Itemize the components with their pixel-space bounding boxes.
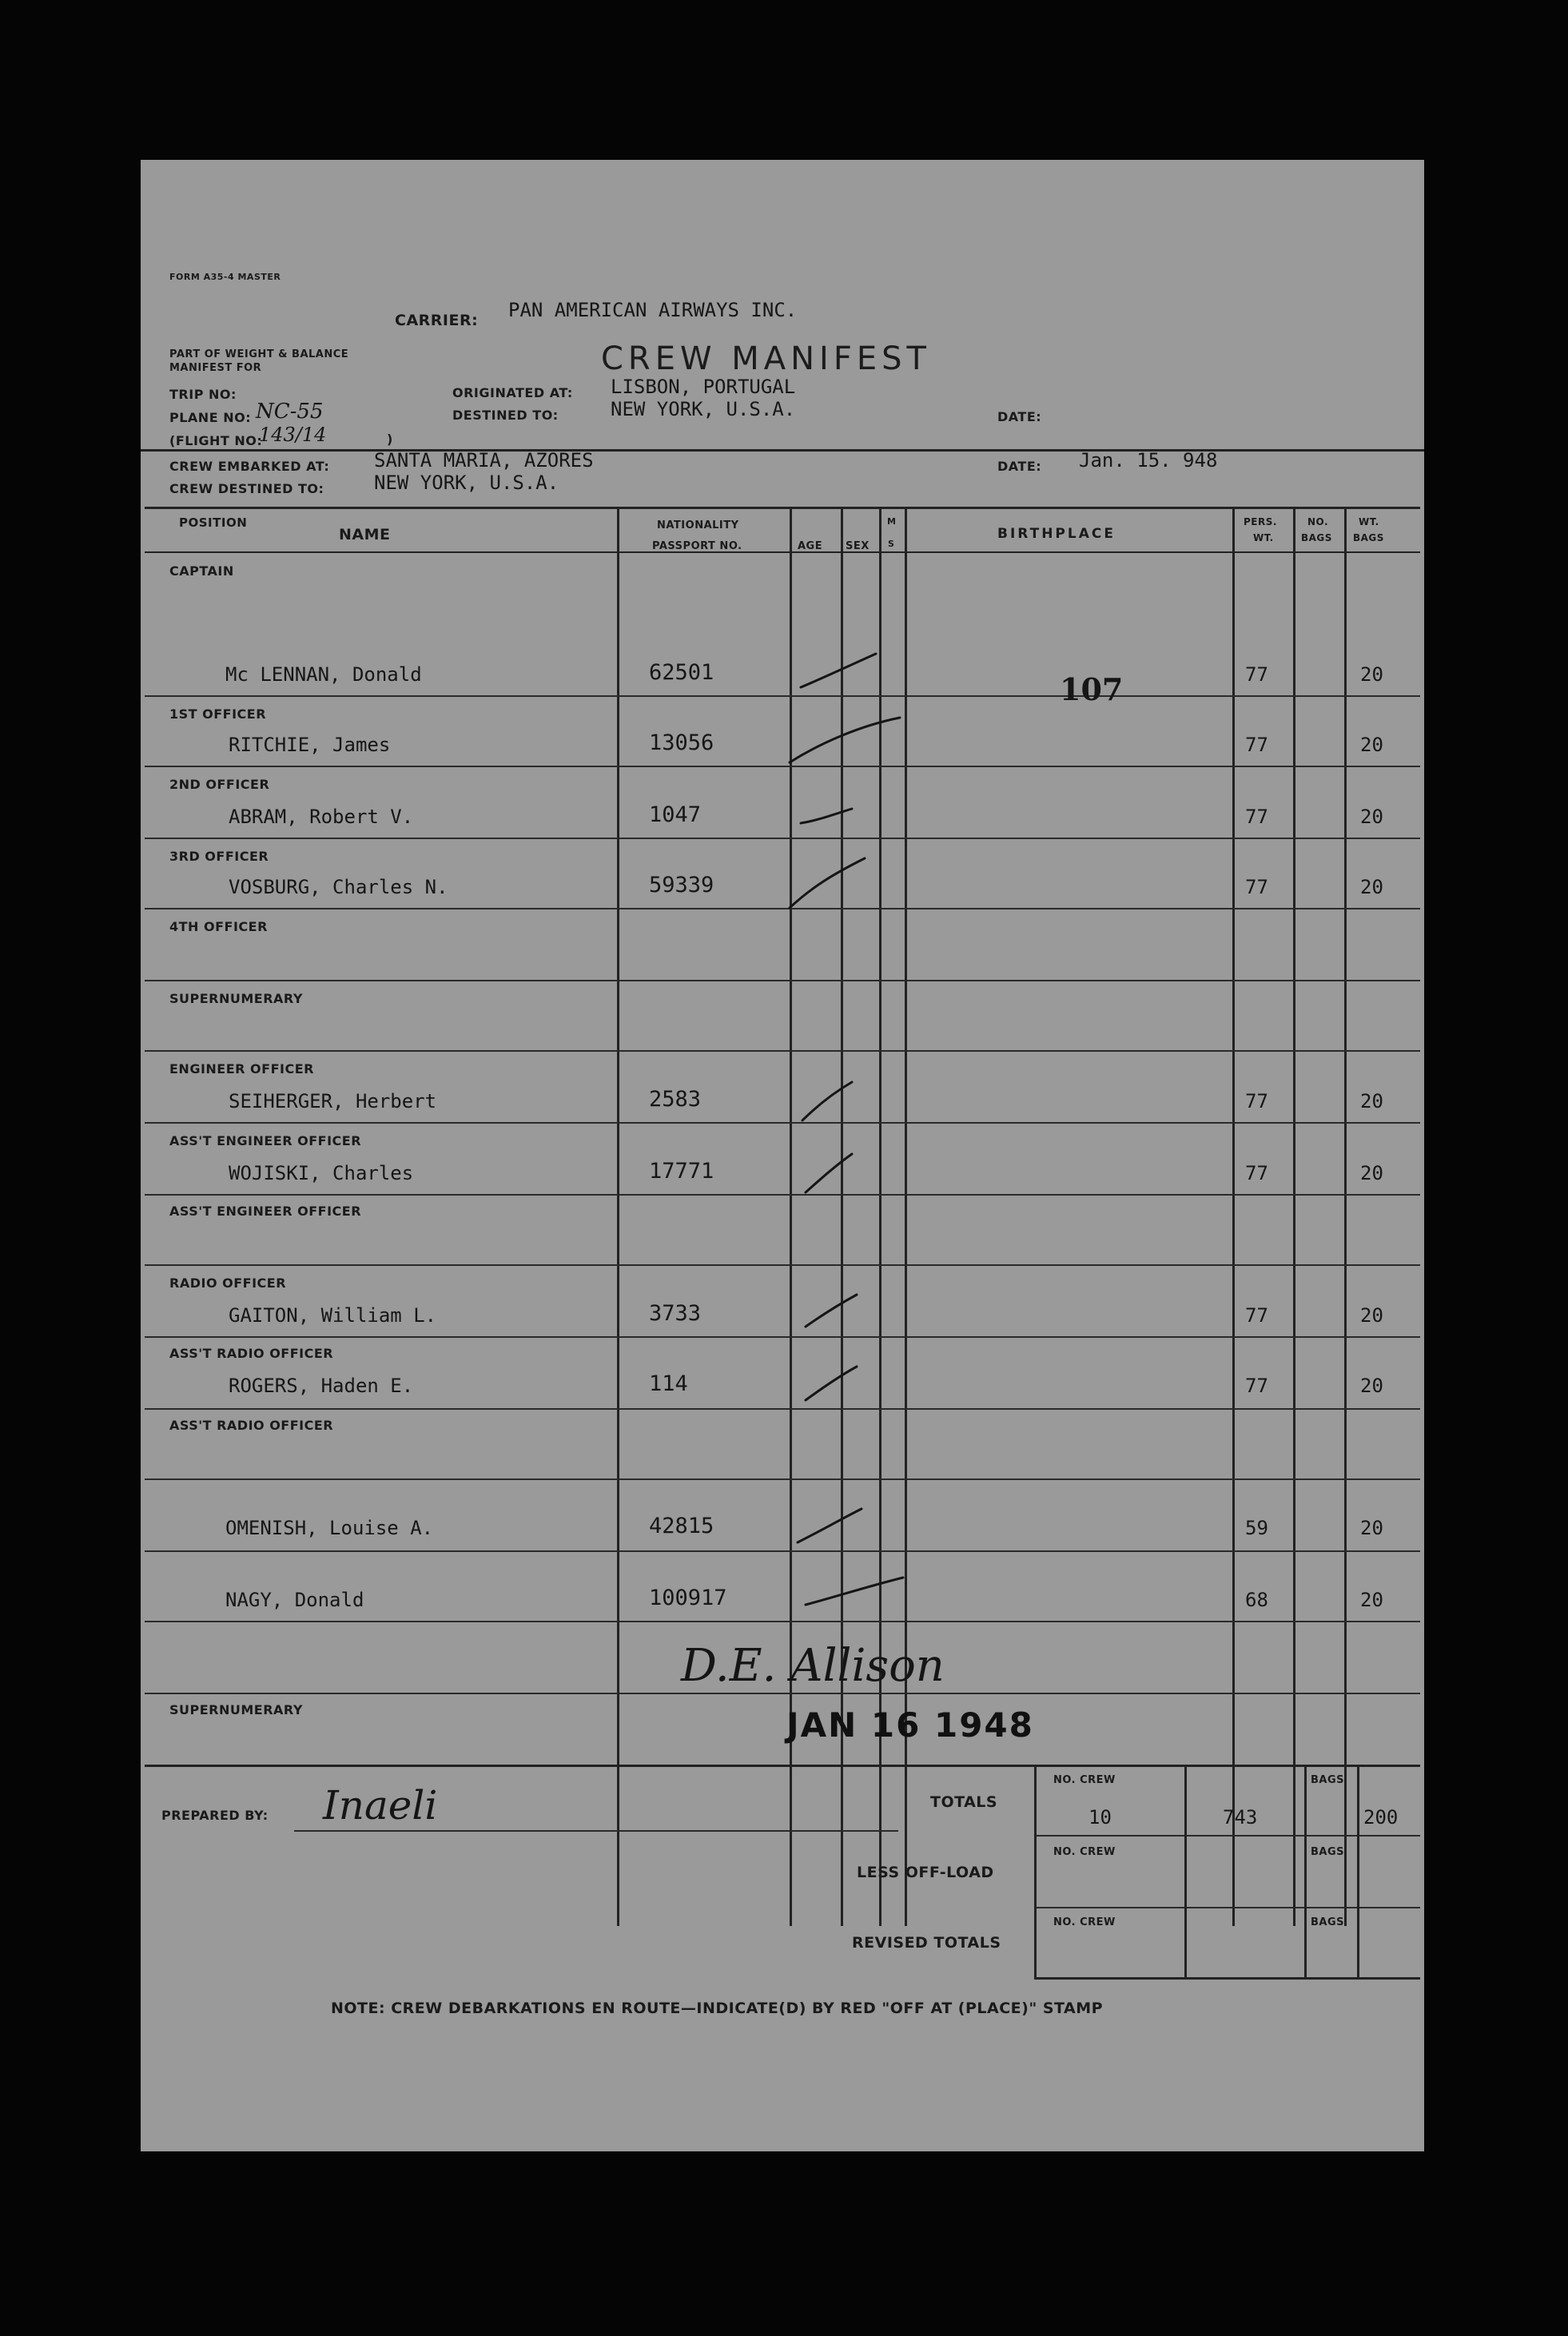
prepared-by-line (294, 1830, 898, 1832)
totals-box-bottom (1034, 1977, 1420, 1980)
destined-to-label: DESTINED TO: (452, 408, 559, 423)
check-marks (141, 160, 1424, 2151)
position-asst-radio-1: ASS'T RADIO OFFICER (169, 1346, 334, 1361)
total-bags: 200 (1363, 1806, 1399, 1829)
wt-bags: 20 (1360, 1162, 1383, 1184)
manifest-sheet (141, 160, 1424, 2151)
passport-no: 100917 (649, 1586, 727, 1610)
col-pers-wt: WT. (1253, 532, 1274, 543)
passport-no: 17771 (649, 1159, 714, 1184)
pers-wt: 77 (1245, 1090, 1268, 1112)
totals-box-top (1034, 1765, 1420, 1767)
total-weight: 743 (1223, 1806, 1258, 1829)
passport-no: 42815 (649, 1514, 714, 1538)
wt-bags: 20 (1360, 1090, 1383, 1112)
check-mark (790, 718, 900, 762)
trip-no-label: TRIP NO: (169, 387, 237, 402)
wt-bags: 20 (1360, 1375, 1383, 1397)
check-mark (790, 858, 865, 908)
position-2nd-officer: 2ND OFFICER (169, 777, 270, 792)
crew-name: SEIHERGER, Herbert (229, 1090, 437, 1112)
bags-label: BAGS (1311, 1916, 1345, 1928)
plane-no-value: NC-55 (256, 400, 324, 424)
date-stamp: JAN 16 1948 (786, 1705, 1034, 1745)
flight-no-label: (FLIGHT NO: (169, 433, 263, 448)
pers-wt: 77 (1245, 663, 1268, 686)
carrier-value: PAN AMERICAN AIRWAYS INC. (508, 299, 798, 321)
date2-label: DATE: (997, 459, 1042, 474)
position-asst-engineer-1: ASS'T ENGINEER OFFICER (169, 1133, 362, 1148)
passport-no: 2583 (649, 1087, 702, 1112)
pers-wt: 59 (1245, 1517, 1268, 1539)
wt-bags: 20 (1360, 1517, 1383, 1539)
less-offload-label: LESS OFF-LOAD (857, 1864, 994, 1881)
crew-name: Mc LENNAN, Donald (225, 663, 422, 686)
date2-value: Jan. 15. 948 (1079, 449, 1218, 472)
col-position: POSITION (179, 515, 248, 530)
col-no: NO. (1307, 516, 1329, 527)
flight-no-close: ) (387, 432, 393, 447)
col-no-bags: BAGS (1301, 532, 1332, 543)
totals-box-divider (1357, 1765, 1359, 1979)
revised-totals-label: REVISED TOTALS (852, 1934, 1001, 1952)
check-mark (806, 1367, 857, 1400)
position-asst-radio-2: ASS'T RADIO OFFICER (169, 1418, 334, 1433)
col-wt: WT. (1359, 516, 1379, 527)
position-1st-officer: 1ST OFFICER (169, 706, 267, 722)
crew-embarked-label: CREW EMBARKED AT: (169, 459, 330, 474)
pers-wt: 77 (1245, 876, 1268, 898)
no-crew-label: NO. CREW (1053, 1916, 1116, 1928)
crew-name: VOSBURG, Charles N. (229, 876, 448, 898)
birthplace-number: 107 (1060, 671, 1124, 707)
totals-box-divider (1304, 1765, 1307, 1979)
date-label: DATE: (997, 409, 1042, 424)
col-birthplace: BIRTHPLACE (997, 526, 1116, 542)
footer-note: NOTE: CREW DEBARKATIONS EN ROUTE—INDICATE(D) BY RED "OFF AT (PLACE)" STAMP (331, 2000, 1104, 2017)
pers-wt: 77 (1245, 806, 1268, 828)
wt-bags: 20 (1360, 1304, 1383, 1327)
col-passport: PASSPORT NO. (652, 540, 742, 552)
passport-no: 114 (649, 1371, 688, 1396)
position-4th-officer: 4TH OFFICER (169, 919, 268, 934)
col-pers: PERS. (1244, 516, 1277, 527)
position-3rd-officer: 3RD OFFICER (169, 849, 269, 864)
totals-box-divider (1184, 1765, 1187, 1979)
no-crew-label: NO. CREW (1053, 1774, 1116, 1786)
page-title: CREW MANIFEST (601, 340, 931, 377)
position-supernumerary-2: SUPERNUMERARY (169, 1702, 303, 1717)
wt-bags: 20 (1360, 734, 1383, 756)
col-name: NAME (339, 526, 391, 543)
col-nationality: NATIONALITY (657, 519, 739, 531)
signature-mid: D.E. Allison (681, 1640, 945, 1692)
crew-name: NAGY, Donald (225, 1589, 364, 1611)
originated-at-label: ORIGINATED AT: (452, 385, 573, 400)
check-mark (806, 1154, 852, 1192)
position-asst-engineer-2: ASS'T ENGINEER OFFICER (169, 1204, 362, 1219)
total-no-crew: 10 (1088, 1806, 1112, 1829)
position-captain: CAPTAIN (169, 563, 234, 579)
pers-wt: 68 (1245, 1589, 1268, 1611)
part-of-line1: PART OF WEIGHT & BALANCE (169, 348, 349, 360)
col-sex: SEX (846, 540, 870, 552)
crew-name: ROGERS, Haden E. (229, 1375, 414, 1397)
check-mark (801, 809, 852, 823)
flight-no-value: 143/14 (259, 424, 327, 446)
passport-no: 3733 (649, 1301, 702, 1326)
part-of-line2: MANIFEST FOR (169, 362, 262, 374)
col-age: AGE (798, 540, 823, 552)
col-wt-bags: BAGS (1353, 532, 1384, 543)
form-id: FORM A35-4 MASTER (169, 272, 281, 282)
no-crew-label: NO. CREW (1053, 1846, 1116, 1858)
crew-name: GAITON, William L. (229, 1304, 437, 1327)
bags-label: BAGS (1311, 1774, 1345, 1786)
passport-no: 59339 (649, 873, 714, 897)
position-radio-officer: RADIO OFFICER (169, 1275, 287, 1291)
crew-embarked-value: SANTA MARIA, AZORES (374, 449, 594, 472)
crew-destined-value: NEW YORK, U.S.A. (374, 472, 559, 494)
check-mark (806, 1295, 857, 1327)
totals-box-left (1034, 1765, 1037, 1979)
wt-bags: 20 (1360, 806, 1383, 828)
passport-no: 1047 (649, 802, 702, 827)
check-mark (798, 1509, 862, 1542)
position-supernumerary: SUPERNUMERARY (169, 991, 303, 1006)
totals-box-rule (1034, 1907, 1420, 1908)
bags-label: BAGS (1311, 1846, 1345, 1858)
check-mark (806, 1578, 903, 1605)
passport-no: 13056 (649, 730, 714, 755)
check-mark (802, 1082, 852, 1120)
col-ms-m: M (887, 516, 897, 527)
prepared-by-label: PREPARED BY: (161, 1808, 269, 1823)
crew-name: ABRAM, Robert V. (229, 806, 414, 828)
carrier-label: CARRIER: (395, 312, 479, 329)
destined-to-value: NEW YORK, U.S.A. (611, 398, 796, 420)
crew-destined-label: CREW DESTINED TO: (169, 481, 324, 496)
wt-bags: 20 (1360, 663, 1383, 686)
passport-no: 62501 (649, 660, 714, 685)
pers-wt: 77 (1245, 1375, 1268, 1397)
wt-bags: 20 (1360, 1589, 1383, 1611)
totals-label: TOTALS (930, 1793, 998, 1811)
crew-name: OMENISH, Louise A. (225, 1517, 434, 1539)
pers-wt: 77 (1245, 1304, 1268, 1327)
prepared-by-signature: Inaeli (323, 1782, 438, 1829)
crew-name: WOJISKI, Charles (229, 1162, 414, 1184)
totals-box-rule (1034, 1835, 1420, 1837)
crew-name: RITCHIE, James (229, 734, 391, 756)
check-mark (801, 654, 876, 687)
pers-wt: 77 (1245, 734, 1268, 756)
wt-bags: 20 (1360, 876, 1383, 898)
pers-wt: 77 (1245, 1162, 1268, 1184)
plane-no-label: PLANE NO: (169, 410, 252, 425)
position-engineer-officer: ENGINEER OFFICER (169, 1061, 314, 1076)
col-ms-s: S (888, 539, 895, 549)
originated-at-value: LISBON, PORTUGAL (611, 376, 796, 398)
